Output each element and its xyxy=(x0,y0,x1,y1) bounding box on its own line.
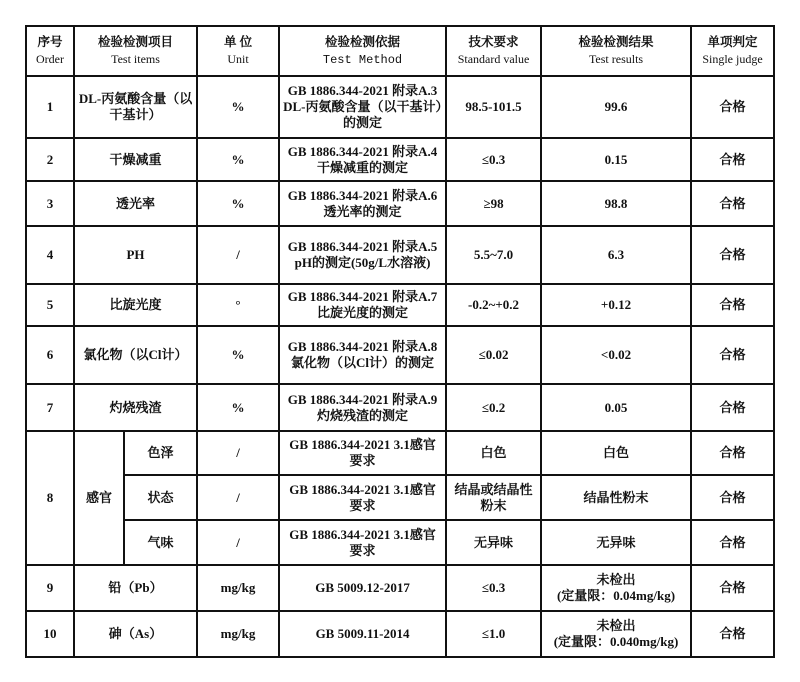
standard-cell: 98.5-101.5 xyxy=(446,76,541,138)
order-cell: 6 xyxy=(26,326,74,384)
result-text: 未检出 xyxy=(596,572,636,587)
method-cell: GB 1886.344-2021 附录A.7 比旋光度的测定 xyxy=(279,284,446,326)
item-cell: 砷（As） xyxy=(74,611,197,657)
unit-cell: ° xyxy=(197,284,279,326)
order-cell: 9 xyxy=(26,565,74,611)
result-cell: 98.8 xyxy=(541,181,691,226)
header-standard: 技术要求 Standard value xyxy=(446,26,541,76)
header-method: 检验检测依据 Test Method xyxy=(279,26,446,76)
standard-cell: 5.5~7.0 xyxy=(446,226,541,284)
header-result: 检验检测结果 Test results xyxy=(541,26,691,76)
result-cell: 0.05 xyxy=(541,384,691,431)
result-cell: 6.3 xyxy=(541,226,691,284)
method-cell: GB 1886.344-2021 3.1感官要求 xyxy=(279,431,446,475)
table-row xyxy=(26,384,774,431)
method-cell: GB 1886.344-2021 附录A.6 透光率的测定 xyxy=(279,181,446,226)
unit-cell: % xyxy=(197,384,279,431)
table-row xyxy=(26,565,774,611)
method-cell: GB 1886.344-2021 附录A.5 pH的测定(50g/L水溶液) xyxy=(279,226,446,284)
table-row xyxy=(26,181,774,226)
result-cell: +0.12 xyxy=(541,284,691,326)
unit-cell: / xyxy=(197,226,279,284)
header-unit: 单 位 Unit xyxy=(197,26,279,76)
method-cell: GB 1886.344-2021 附录A.8 氯化物（以Cl计）的测定 xyxy=(279,326,446,384)
order-cell: 2 xyxy=(26,138,74,181)
result-text: 未检出 xyxy=(596,618,636,633)
sensory-group-cell: 感官 xyxy=(74,431,124,565)
method-cell: GB 5009.12-2017 xyxy=(279,565,446,611)
standard-cell: ≤0.3 xyxy=(446,138,541,181)
judge-cell: 合格 xyxy=(691,226,774,284)
judge-cell: 合格 xyxy=(691,565,774,611)
result-cell xyxy=(541,565,691,611)
judge-cell: 合格 xyxy=(691,384,774,431)
result-cell: 0.15 xyxy=(541,138,691,181)
table-row xyxy=(26,138,774,181)
result-cell: 白色 xyxy=(541,431,691,475)
table-row xyxy=(26,76,774,138)
table-row xyxy=(26,520,774,565)
test-report-table xyxy=(25,25,775,658)
table-row xyxy=(26,284,774,326)
header-order: 序号 Order xyxy=(26,26,74,76)
judge-cell: 合格 xyxy=(691,520,774,565)
judge-cell: 合格 xyxy=(691,138,774,181)
standard-cell: ≥98 xyxy=(446,181,541,226)
table-row xyxy=(26,611,774,657)
table-row xyxy=(26,226,774,284)
result-note: (定量限：0.040mg/kg) xyxy=(553,634,679,649)
unit-cell: mg/kg xyxy=(197,611,279,657)
table-row xyxy=(26,431,774,475)
item-cell: 色泽 xyxy=(124,431,197,475)
unit-cell: % xyxy=(197,181,279,226)
order-cell: 3 xyxy=(26,181,74,226)
table-row xyxy=(26,475,774,520)
result-cell: <0.02 xyxy=(541,326,691,384)
standard-cell: 结晶或结晶性粉末 xyxy=(446,475,541,520)
item-cell: 铅（Pb） xyxy=(74,565,197,611)
judge-cell: 合格 xyxy=(691,76,774,138)
method-cell: GB 1886.344-2021 附录A.9 灼烧残渣的测定 xyxy=(279,384,446,431)
standard-cell: ≤0.02 xyxy=(446,326,541,384)
judge-cell: 合格 xyxy=(691,431,774,475)
judge-cell: 合格 xyxy=(691,475,774,520)
header-row xyxy=(26,26,774,76)
judge-cell: 合格 xyxy=(691,181,774,226)
unit-cell: % xyxy=(197,138,279,181)
result-cell: 无异味 xyxy=(541,520,691,565)
standard-cell: 无异味 xyxy=(446,520,541,565)
method-cell: GB 1886.344-2021 3.1感官要求 xyxy=(279,475,446,520)
item-cell: 灼烧残渣 xyxy=(74,384,197,431)
unit-cell: / xyxy=(197,431,279,475)
standard-cell: -0.2~+0.2 xyxy=(446,284,541,326)
judge-cell: 合格 xyxy=(691,326,774,384)
result-note: (定量限：0.04mg/kg) xyxy=(556,588,676,603)
standard-cell: ≤0.2 xyxy=(446,384,541,431)
result-cell: 99.6 xyxy=(541,76,691,138)
order-cell: 10 xyxy=(26,611,74,657)
unit-cell: / xyxy=(197,520,279,565)
unit-cell: % xyxy=(197,76,279,138)
order-cell: 1 xyxy=(26,76,74,138)
item-cell: 透光率 xyxy=(74,181,197,226)
item-cell: 气味 xyxy=(124,520,197,565)
unit-cell: % xyxy=(197,326,279,384)
standard-cell: ≤1.0 xyxy=(446,611,541,657)
item-cell: 比旋光度 xyxy=(74,284,197,326)
unit-cell: / xyxy=(197,475,279,520)
method-cell: GB 1886.344-2021 3.1感官要求 xyxy=(279,520,446,565)
item-cell: PH xyxy=(74,226,197,284)
item-cell: 状态 xyxy=(124,475,197,520)
judge-cell: 合格 xyxy=(691,611,774,657)
standard-cell: 白色 xyxy=(446,431,541,475)
method-cell: GB 1886.344-2021 附录A.3 DL-丙氨酸含量（以干基计）的测定 xyxy=(279,76,446,138)
unit-cell: mg/kg xyxy=(197,565,279,611)
method-cell: GB 1886.344-2021 附录A.4 干燥减重的测定 xyxy=(279,138,446,181)
standard-cell: ≤0.3 xyxy=(446,565,541,611)
item-cell: DL-丙氨酸含量（以干基计） xyxy=(74,76,197,138)
table-row xyxy=(26,326,774,384)
judge-cell: 合格 xyxy=(691,284,774,326)
method-cell: GB 5009.11-2014 xyxy=(279,611,446,657)
order-cell: 8 xyxy=(26,431,74,565)
item-cell: 干燥减重 xyxy=(74,138,197,181)
order-cell: 4 xyxy=(26,226,74,284)
item-cell: 氯化物（以Cl计） xyxy=(74,326,197,384)
header-judge: 单项判定 Single judge xyxy=(691,26,774,76)
result-cell xyxy=(541,611,691,657)
order-cell: 7 xyxy=(26,384,74,431)
order-cell: 5 xyxy=(26,284,74,326)
header-items: 检验检测项目 Test items xyxy=(74,26,197,76)
result-cell: 结晶性粉末 xyxy=(541,475,691,520)
